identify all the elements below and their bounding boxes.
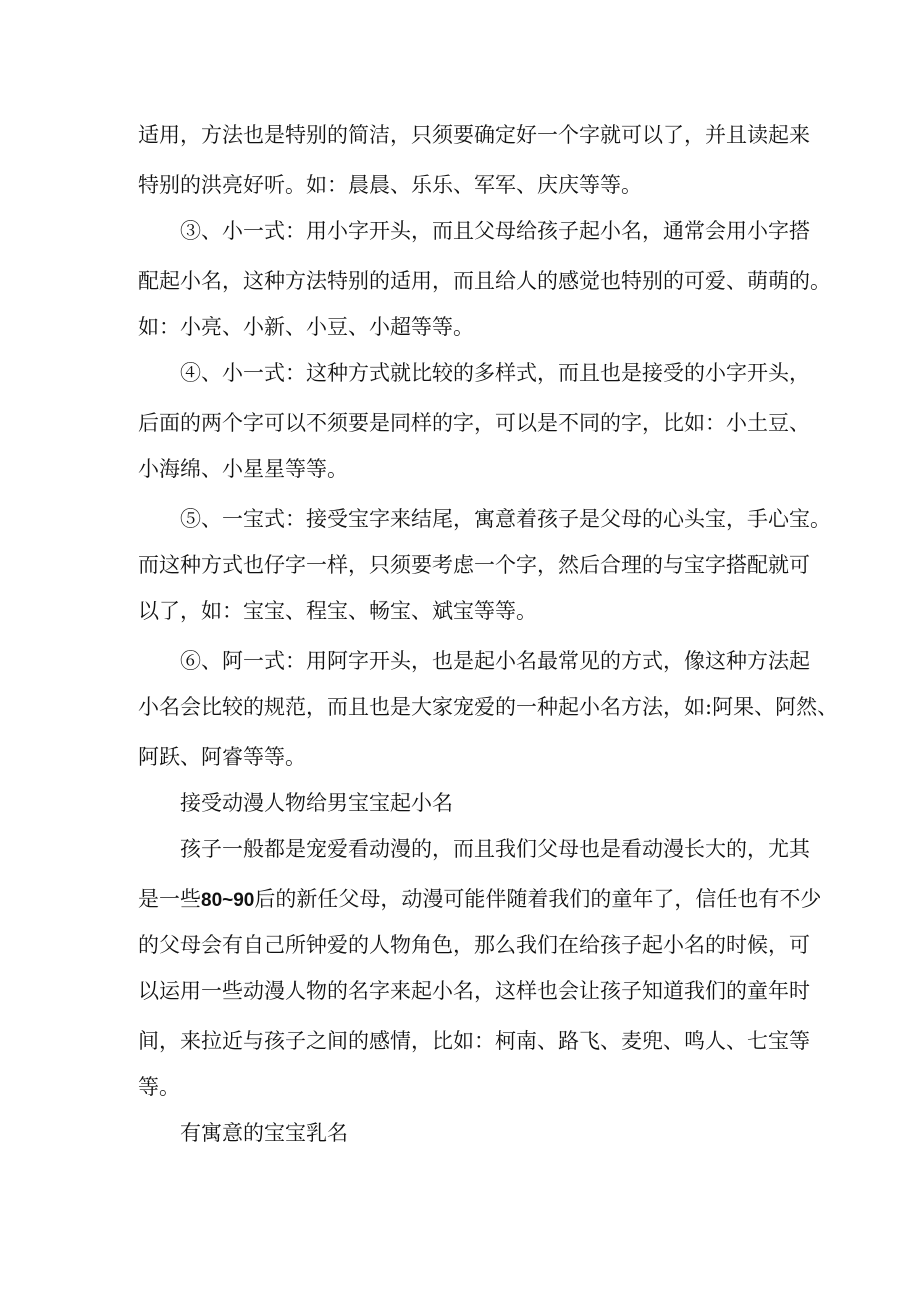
- text-line: 后面的两个字可以不须要是同样的字，可以是不同的字，比如：小土豆、: [138, 411, 810, 435]
- text-line: 等。: [138, 1075, 180, 1099]
- text-line: 小海绵、小星星等等。: [138, 457, 348, 481]
- text-line: 适用，方法也是特别的简洁，只须要确定好一个字就可以了，并且读起来: [138, 123, 810, 147]
- text-line: 的父母会有自己所钟爱的人物角色，那么我们在给孩子起小名的时候，可: [138, 933, 810, 957]
- section-heading: 有寓意的宝宝乳名: [180, 1121, 348, 1145]
- text-fragment: 后的新任父母，动漫可能伴随着我们的童年了，信任也有不少: [254, 887, 822, 911]
- text-line: 以了，如：宝宝、程宝、畅宝、斌宝等等。: [138, 599, 537, 623]
- section-heading: 接受动漫人物给男宝宝起小名: [180, 791, 453, 815]
- text-line: 间，来拉近与孩子之间的感情，比如：柯南、路飞、麦兜、鸣人、七宝等: [138, 1029, 810, 1053]
- text-line: [138, 885, 821, 915]
- text-fragment: 是一些: [138, 887, 201, 911]
- text-line: ④、小一式：这种方式就比较的多样式，而且也是接受的小字开头，: [180, 361, 810, 385]
- text-line: 小名会比较的规范，而且也是大家宠爱的一种起小名方法，如:阿果、阿然、: [138, 695, 839, 719]
- text-line: 如：小亮、小新、小豆、小超等等。: [138, 315, 474, 339]
- text-line: ⑥、阿一式：用阿字开头，也是起小名最常见的方式，像这种方法起: [180, 649, 810, 673]
- year-range: 80~90: [201, 890, 255, 911]
- text-line: 阿跃、阿睿等等。: [138, 745, 306, 769]
- text-line: ③、小一式：用小字开头，而且父母给孩子起小名，通常会用小字搭: [180, 219, 810, 243]
- text-line: 而这种方式也仔字一样，只须要考虑一个字，然后合理的与宝字搭配就可: [138, 553, 810, 577]
- text-line: 配起小名，这种方法特别的适用，而且给人的感觉也特别的可爱、萌萌的。: [138, 269, 831, 293]
- text-line: 孩子一般都是宠爱看动漫的，而且我们父母也是看动漫长大的，尤其: [180, 837, 810, 861]
- text-line: ⑤、一宝式：接受宝字来结尾，寓意着孩子是父母的心头宝，手心宝。: [180, 507, 831, 531]
- text-line: 特别的洪亮好听。如：晨晨、乐乐、军军、庆庆等等。: [138, 173, 642, 197]
- text-line: 以运用一些动漫人物的名字来起小名，这样也会让孩子知道我们的童年时: [138, 979, 810, 1003]
